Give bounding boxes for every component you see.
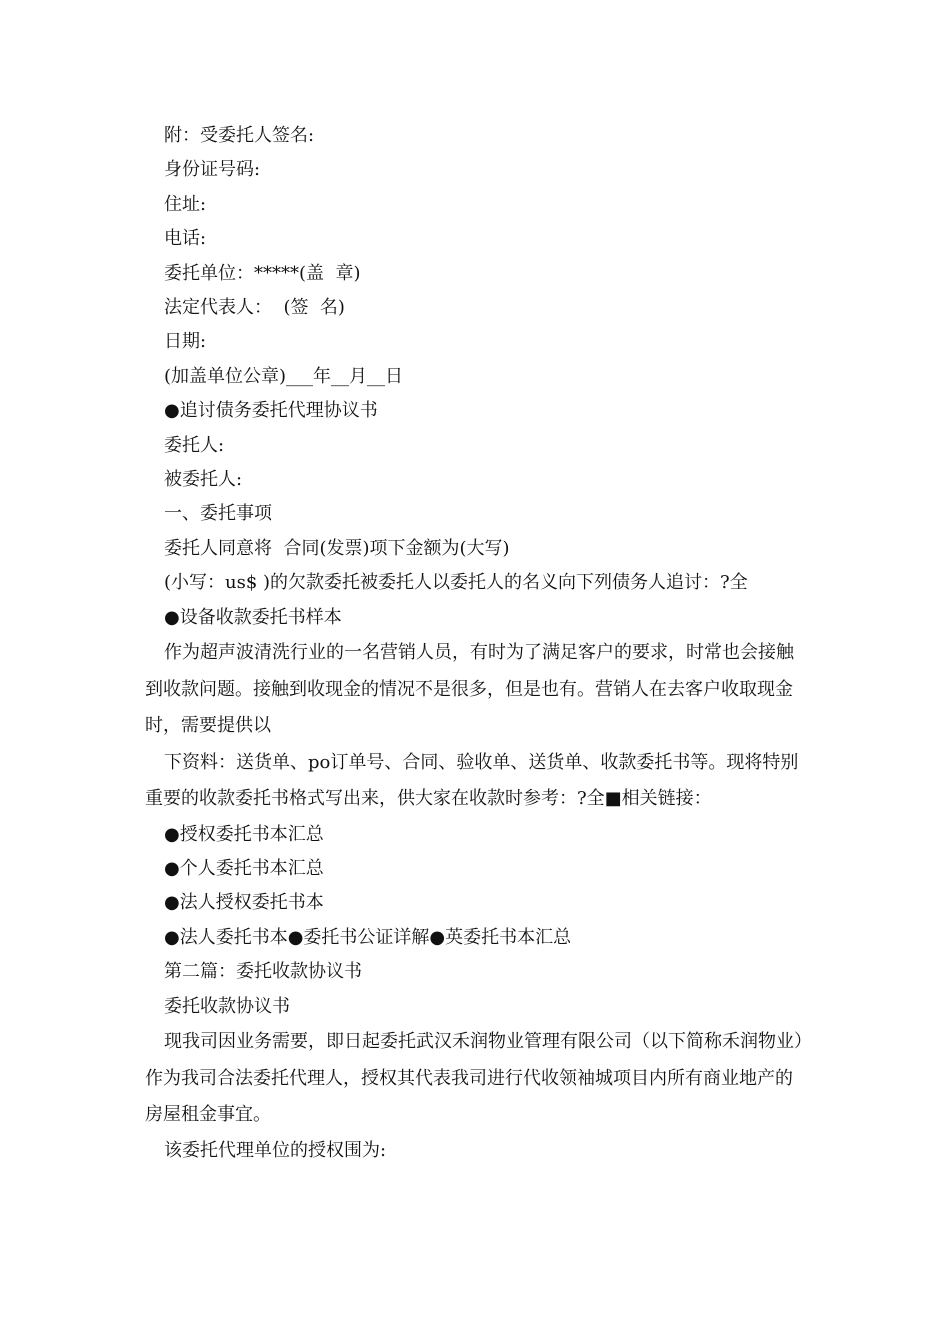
paragraph-date: 日期: [164,331,207,353]
paragraph-address: 住址: [164,193,207,215]
paragraph-authorization-scope: 该委托代理单位的授权围为: [164,1139,387,1161]
paragraph-amount-uppercase: 委托人同意将 合同(发票)项下金额为(大写) [164,537,510,559]
list-item-authorization-summary: ●授权委托书本汇总 [164,823,324,845]
document-body [145,119,805,1168]
paragraph-principal: 委托人: [164,434,225,456]
paragraph-phone: 电话: [164,228,207,250]
list-item-personal-summary: ●个人委托书本汇总 [164,858,324,879]
heading-part-two: 第二篇：委托收款协议书 [164,961,362,983]
heading-entrusted-matters: 一、委托事项 [164,503,272,525]
list-item-legal-person-authorization: ●法人授权委托书本 [164,892,324,914]
paragraph-documents-list: 下资料：送货单、po订单号、合同、验收单、送货单、收款委托书等。现将特别重要的收款委托书格式写出来，供大家在收款时参考：?全■相关链接： [145,751,799,810]
heading-debt-collection-agreement: ●追讨债务委托代理协议书 [164,400,378,422]
list-item-combined-links: ●法人委托书本●委托书公证详解●英委托书本汇总 [164,926,572,948]
paragraph-company-entrustment: 现我司因业务需要，即日起委托武汉禾润物业管理有限公司（以下简称禾润物业）作为我司合法委托代理人，授权其代表我司进行代收领袖城项目内所有商业地产的房屋租金事宜。 [145,1031,803,1126]
paragraph-amount-lowercase: (小写：us$ )的欠款委托被委托人以委托人的名义向下列债务人追讨：?全 [164,572,748,594]
paragraph-signature: 附：受委托人签名: [164,125,315,146]
heading-collection-agreement: 委托收款协议书 [164,995,290,1017]
paragraph-legal-representative: 法定代表人： (签 名) [164,297,345,319]
paragraph-id-number: 身份证号码: [164,159,261,181]
paragraph-entrusting-unit: 委托单位：*****(盖 章) [164,262,361,284]
paragraph-seal-date: (加盖单位公章)___年__月__日 [164,365,404,387]
paragraph-agent: 被委托人: [164,469,243,491]
heading-equipment-collection-sample: ●设备收款委托书样本 [164,606,342,628]
paragraph-sales-intro: 作为超声波清洗行业的一名营销人员，有时为了满足客户的要求，时常也会接触到收款问题。接触到收现金的情况不是很多，但是也有。营销人在去客户收取现金时，需要提供以 [145,642,794,737]
